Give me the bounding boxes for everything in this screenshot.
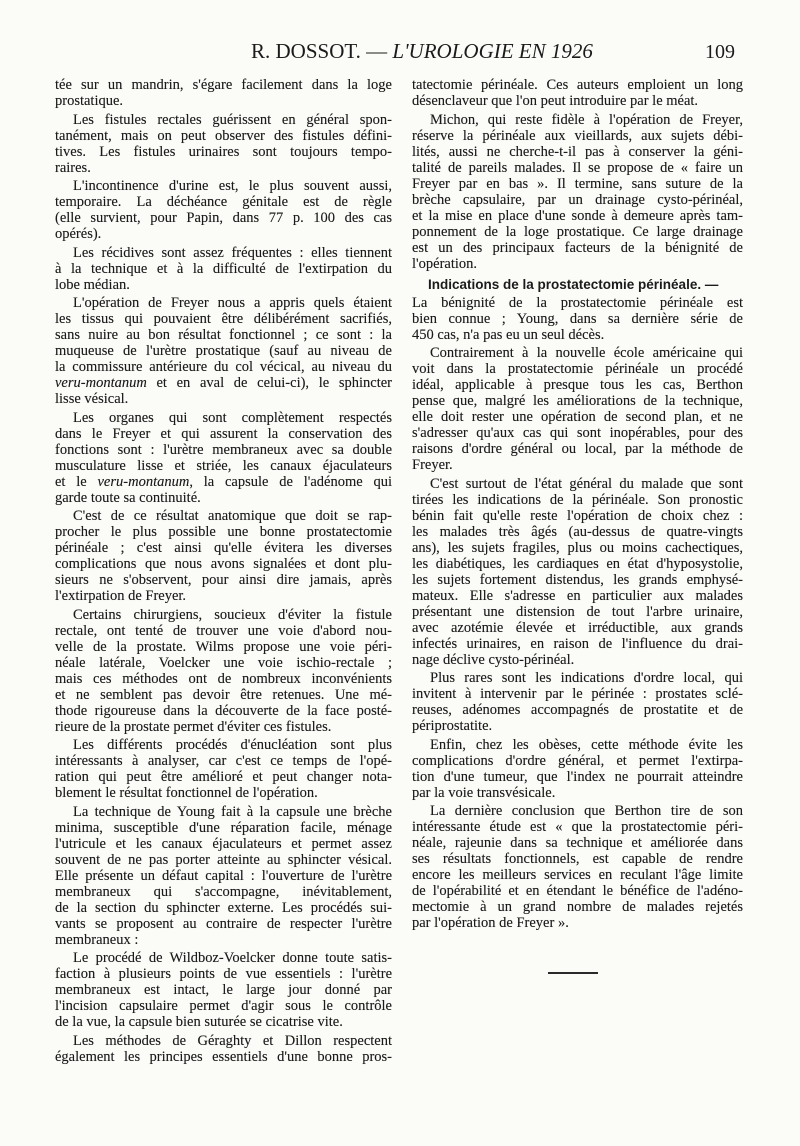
text-line: lobe médian. [55,276,130,293]
text-line: tatectomie périnéale. Ces auteurs emploient un long [412,77,743,93]
paragraph [55,950,392,1030]
text-line: La dernière conclusion que Berthon tire de son [430,803,743,819]
text-line: mais ces méthodes ont de nombreux inconvénients [55,670,392,687]
text-line: ans), les sujets fragiles, plus ou moins cachectiques, [412,539,743,556]
italic-term: veru-montanum [97,473,190,490]
paragraph [55,607,392,735]
text-segment: et le [55,473,98,490]
paragraph [55,508,392,604]
text-line: opérés). [55,226,102,242]
text-line: raires. [55,159,91,176]
text-line: blement le résultat fonctionnel de l'opération. [55,785,318,801]
text-line: nage déclive cysto-périnéal. [412,651,575,668]
text-line: 450 cas, n'a pas eu un seul décès. [412,326,605,343]
text-line: tée sur un mandrin, s'égare facilement dans la loge [55,77,392,93]
text-line: La bénignité de la prostatectomie périnéale est [412,294,743,311]
text-line: voit dans la prostatectomie périnéale un procédé [412,361,743,377]
text-line: (elle survient, pour Papin, dans 77 p. 100 des cas [55,210,392,226]
paragraph [55,410,392,506]
text-line: mateux. Elle s'adresse en particulier aux malades [412,587,743,604]
paragraph [55,295,392,407]
text-line [55,474,392,490]
text-line: reuses, adénomes accompagnés de prostatite et de [412,702,743,718]
text-line: l'incision capsulaire permet d'agir sous le contrôle [55,998,392,1014]
text-line: muqueuse de l'urètre prostatique (sauf au niveau de [55,343,392,359]
paragraph [55,245,392,293]
text-line: tanément, mais on peut observer des fistules défini- [55,127,392,144]
paragraph [55,1033,392,1065]
text-line [55,375,392,391]
paragraph [412,112,743,272]
paragraph [412,803,743,931]
text-line: vants se proposent au contraire de respecter l'urètre [55,915,392,932]
text-line: néale, rajeunie dans sa technique et améliorée dans [412,835,743,851]
text-line: bénin fait qu'elle reste l'opération de choix chez : [412,507,743,524]
text-line: souvent de ne pas porter atteinte au sphincter vésical. [55,851,392,868]
paragraph [412,476,743,668]
page-number: 109 [705,41,735,63]
section-end-rule [548,972,598,974]
text-line: tirées les indications de la périnéale. Son pronostic [412,491,743,508]
text-line: ses résultats fonctionnels, est capable de rendre [412,851,743,867]
paragraph [55,112,392,176]
text-line: ration qui peut être amélioré et peut changer nota- [55,769,392,785]
text-line: l'extirpation de Freyer. [55,588,187,604]
text-line: Les méthodes de Géraghty et Dillon respectent [73,1032,392,1049]
text-line: lités, aussi ne cherche-t-il pas à conserver la géni- [412,143,743,160]
journal-title: L'UROLOGIE EN 1926 [392,39,593,63]
text-line: néale latérale, Voelcker une voie ischio-rectale ; [55,654,392,671]
text-line: sans nuire au bon résultat fonctionnel ; ce sont : la [55,327,392,343]
right-column [412,77,743,931]
text-line: de la vue, la capsule bien suturée se cicatrise vite. [55,1014,343,1030]
text-line: Les fistules rectales guérissent en général spon- [73,111,392,128]
text-line: Le procédé de Wildboz-Voelcker donne toute satis- [73,950,392,966]
text-line: sieurs ne s'observent, pour ainsi dire jamais, après [55,572,392,588]
paragraph [55,178,392,242]
text-line: périnéale ; c'est ainsi qu'elle évitera les diverses [55,540,392,556]
text-line: idéal, applicable à presque tous les cas, Berthon [412,377,743,393]
text-line: rieure de la prostate permet d'éviter ces fistules. [55,718,332,735]
text-line: procher le plus possible une bonne prostatectomie [55,524,392,540]
text-line: raisons d'ordre général ou local, par la méthode de [412,441,743,457]
text-line: désenclaveur que l'on peut introduire par le méat. [412,93,699,109]
text-line: présentant une distension de tout l'arbre urinaire, [412,603,743,620]
text-line: Elle présente un défaut capital : l'ouverture de l'urètre [55,867,392,884]
text-line: bien connue ; Young, dans sa dernière série de [412,310,743,327]
text-line: Certains chirurgiens, soucieux d'éviter la fistule [73,606,392,623]
paragraph [412,295,743,343]
text-line: encore les meilleurs services en reculant l'âge limite [412,867,743,883]
text-line: de l'opérabilité et en étendant le bénéfice de l'adéno- [412,883,743,899]
italic-term: veru-montanum [55,375,147,391]
text-line: temporaire. La déchéance génitale est de règle [55,194,392,210]
text-line: musculature lisse et striée, les canaux éjaculateurs [55,457,392,474]
running-head [251,39,593,63]
text-line: membraneux qui s'accompagne, inévitablement, [55,883,392,900]
text-line: talité de pareils malades. Il se propose de « faire un [412,159,743,176]
text-line: Les organes qui sont complètement respectés [73,409,392,426]
text-line: intéressante étude est « que la prostatectomie péri- [412,819,743,835]
text-line: velle de la prostate. Wilms propose une voie péri- [55,638,392,655]
text-line: les diabétiques, les cardiaques en état d'hyposystolie, [412,555,743,572]
text-line: L'opération de Freyer nous a appris quels étaient [73,295,392,311]
text-line: avec azotémie élevée et irréductible, aux grands [412,619,743,636]
section-heading: Indications de la prostatectomie périnéale. — [428,276,719,292]
text-line: les tissus qui pouvaient être délibérément sacrifiés, [55,311,392,327]
paragraph [412,670,743,734]
text-line: et ne semblent pas devoir être retenues. Une mé- [55,686,392,703]
text-line: fonctions sont : l'urètre membraneux avec sa double [55,441,392,458]
text-line: Enfin, chez les obèses, cette méthode évite les [430,736,743,753]
paragraph [412,737,743,801]
text-line: Les récidives sont assez fréquentes : elles tiennent [73,244,392,261]
text-line: mectomie à un grand nombre de malades rejetés [412,899,743,915]
text-line: ponnement de la loge prostatique. Ce large drainage [412,223,743,240]
text-line: thode rigoureuse dans la découverte de la face posté- [55,702,392,719]
text-line: Michon, qui reste fidèle à l'opération de Freyer, [430,111,743,128]
text-line: l'utricule et les canaux éjaculateurs et permet assez [55,835,392,852]
author-name: R. DOSSOT. [251,39,361,63]
text-line: lisse vésical. [55,391,129,407]
text-line: à la technique et à la difficulté de l'extirpation du [55,260,392,277]
left-column [55,77,392,1065]
text-line: prostatique. [55,93,124,109]
text-line: Plus rares sont les indications d'ordre local, qui [430,670,743,686]
text-line: et la mise en place d'une sonde à demeure après tam- [412,207,743,224]
text-line: est un des principaux facteurs de la bénignité de [412,239,743,256]
text-segment: , la capsule de l'adénome qui [189,473,392,490]
header-dash: — [366,39,388,63]
text-line: pense que, malgré les améliorations de la technique, [412,393,743,409]
text-line: dans le Freyer et qui assurent la conservation des [55,425,392,442]
text-line: C'est surtout de l'état général du malade que sont [430,475,743,492]
text-line: s'adresser qu'aux cas qui sont inopérables, pour des [412,425,743,441]
text-line: complications d'ordre général, et permet l'extirpa- [412,752,743,769]
text-line: garde toute sa continuité. [55,489,201,506]
paragraph [55,737,392,801]
text-line: réserve la périnéale aux vieillards, aux sujets débi- [412,127,743,144]
text-line: La technique de Young fait à la capsule une brèche [73,803,392,820]
text-line: de la section du sphincter externe. Les procédés sui- [55,899,392,916]
text-line: la commissure antérieure du col vécical, au niveau du [55,359,392,375]
text-line: membraneux : [55,931,139,948]
text-line: C'est de ce résultat anatomique que doit se rap- [73,508,392,524]
text-line: Freyer par en bas ». Il termine, sans suture de la [412,175,743,192]
text-line: minima, susceptible d'une réparation facile, ménage [55,819,392,836]
text-line: faction à plusieurs points de vue essentiels : l'urètre [55,966,392,982]
text-line: Freyer. [412,457,453,473]
text-line: invitent à intervenir par le périnée : prostates sclé- [412,686,743,702]
text-line: tion d'une tumeur, que l'index ne pourrait atteindre [412,768,743,785]
text-line: infectés urinaires, en raison de l'influence du drai- [412,635,743,652]
text-line: tives. Les fistules urinaires sont toujours tempo- [55,143,392,160]
paragraph [55,77,392,109]
text-line: les sujets fortement distendus, les grands emphysé- [412,571,743,588]
text-line: rectale, ont tenté de trouver une voie d'abord nou- [55,622,392,639]
text-line: Contrairement à la nouvelle école américaine qui [430,345,743,361]
text-line: brèche capsulaire, par un drainage cysto-périnéal, [412,191,743,208]
text-line: membraneux est intact, le large jour donné par [55,982,392,998]
text-line: l'opération. [412,255,478,272]
paragraph [55,804,392,948]
text-segment: et en aval de celui-ci), le sphincter [146,375,392,391]
text-line: elle doit rester une opération de second plan, et ne [412,409,743,425]
text-line: également les principes essentiels d'une bonne pros- [55,1048,392,1065]
text-line: intéressants à analyser, car c'est ce temps de l'opé- [55,753,392,769]
text-line: Les différents procédés d'énucléation sont plus [73,737,392,753]
text-line: complications que nous avons signalées et dont plu- [55,556,392,572]
text-line: par la voie transvésicale. [412,784,556,801]
text-line: par l'opération de Freyer ». [412,915,569,931]
paragraph [412,77,743,109]
text-line: L'incontinence d'urine est, le plus souvent aussi, [73,178,392,194]
paragraph [412,345,743,473]
text-line: les malades très âgés (au-dessus de quatre-vingts [412,523,743,540]
text-line: périprostatite. [412,718,493,734]
